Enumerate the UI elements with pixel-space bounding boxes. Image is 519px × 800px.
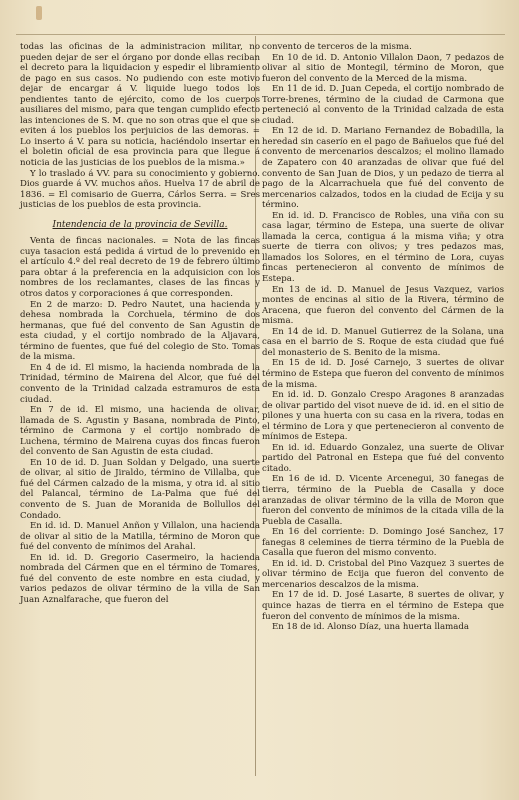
paragraph: convento de terceros de la misma. [262, 42, 412, 52]
right-column [262, 42, 504, 633]
paragraph: En 16 de id. D. Vicente Arcenegui, 30 fanegas de tierra, término de la Puebla de Casalla y doce aranzadas de olivar término de la villa de Moron que fueron del convento de mínimos de la citada villa de la Puebla de Casalla. [262, 474, 504, 527]
paragraph: En 17 de id. D. José Lasarte, 8 suertes de olivar, y quince hazas de tierra en el término de Estepa que fueron del convento de mínimos de la misma. [262, 590, 504, 622]
paragraph: En 16 del corriente: D. Domingo José Sanchez, 17 fanegas 8 celemines de tierra término de la Puebla de Casalla que fueron del mismo convento. [262, 527, 504, 559]
paragraph: todas las oficinas de la administracion militar, no pueden dejar de ser el órgano por donde ellas reciban el decreto para la liquidacion y espedir el libramiento de pago en sus casos. No pudiendo con este motivo dejar de encargar á V. liquide luego todos los pendientes tanto de ejército, como de los cuerpos ausiliares del mismo, para que tengan cumplido efecto las intenciones de S. M. que no son otras que el que se eviten á los pueblos los perjuicios de las demoras. = Lo inserto á V. para su noticia, haciéndolo insertar en el boletin oficial de esa provincia para que llegue á noticia de las justicias de los pueblos de la misma.» [20, 42, 260, 169]
paragraph: En 18 de id. Alonso Díaz, una huerta llamada [272, 622, 469, 633]
paragraph: En 2 de marzo: D. Pedro Nautet, una hacienda y dehesa nombrada la Corchuela, término de dos hermanas, que fué del convento de San Agustin de esta ciudad, y el cortijo nombrado de la Aljavara, término de fuentes, que fué del colegio de Sto. Tomas de la misma. [20, 299, 260, 363]
paragraph: En id. id. D. Manuel Anñon y Villalon, una hacienda de olivar al sitio de la Matilla, término de Moron que fué del convento de mínimos del Arahal. [20, 521, 260, 553]
paragraph: En 10 de id. D. Juan Soldan y Delgado, una suerte de olivar, al sitio de Jiraldo, término de Villalba, que fué del Cármen calzado de la misma, y otra id. al sitio del Palancal, término de La-Palma que fué del convento de S. Juan de Moranida de Bollullos del Condado. [20, 457, 260, 521]
paragraph: En 4 de id. El mismo, la hacienda nombrada de la Trinidad, término de Mairena del Alcor, que fué del convento de la Trinidad calzada estramuros de esta ciudad. [20, 362, 260, 405]
paragraph: En 13 de id. D. Manuel de Jesus Vazquez, varios montes de encinas al sitio de la Rivera, término de Aracena, que fueron del convento del Cármen de la misma. [262, 284, 504, 327]
paragraph: Y lo traslado á VV. para su conocimiento y gobierno. Dios guarde á VV. muchos años. Huelva 17 de abril de 1836. = El comisario de Guerra, Cárlos Serra. = Sres justicias de los pueblos de esta provincia. [20, 168, 260, 211]
paragraph: Venta de fincas nacionales. = Nota de las fincas cuya tasacion está pedida á virtud de lo prevenido en el artículo 4.º del real decreto de 19 de febrero último para obtar á la preferencia en la adquisicion con los nombres de los reclamantes, clases de las fincas y otros datos y corporaciones á que corresponden. [20, 236, 260, 300]
top-rule [16, 34, 505, 35]
paragraph: En id. id. D. Francisco de Robles, una viña con su casa lagar, término de Estepa, una suerte de olivar llamada la cerca, contigua á la misma viña; y otra suerte de tierra con olivos; y tres pedazos mas, llamados los Solores, en el término de Lora, cuyas fincas pertenecieron al convento de mínimos de Estepa. [262, 210, 504, 285]
paragraph: En id. id. D. Gonzalo Crespo Aragones 8 aranzadas de olivar partido del visot nueve de id. id. en el sitio de pilones y una huerta con su casa en la rivera, todas en el término de Lora y que pertenecieron al convento de mínimos de Estepa. [262, 390, 504, 443]
section-title: Intendencia de la provincia de Sevilla. [52, 219, 228, 230]
paragraph: En 15 de id. D. José Carnejo, 3 suertes de olivar término de Estepa que fueron del convento de mínimos de la misma. [262, 358, 504, 390]
page-stain [36, 6, 42, 20]
paragraph: En 7 de id. El mismo, una hacienda de olivar, llamada de S. Agustin y Basana, nombrada de Pinto, término de Carmona y el cortijo nombrado de Luchena, término de Mairena cuyas dos fincas fueron del convento de San Agustin de esta ciudad. [20, 405, 260, 458]
paragraph: En id. id. D. Cristobal del Pino Vazquez 3 suertes de olivar término de Ecija que fueron del convento de mercenarios descalzos de la misma. [262, 558, 504, 590]
paragraph: En 12 de id. D. Mariano Fernandez de Bobadilla, la heredad sin caserío en el pago de Bañuelos que fué del convento de mercenarios descalzos; el molino llamado de Zapatero con 40 aranzadas de olivar que fué del convento de San Juan de Dios, y un pedazo de tierra al pago de la Alcarrachuela que fué del convento de mercenarios calzados, todos en la ciudad de Ecija y su término. [262, 126, 504, 211]
left-column [20, 42, 260, 605]
paragraph: En 10 de id. D. Antonio Villalon Daon, 7 pedazos de olivar al sitio de Montegil, término de Moron, que fueron del convento de la Merced de la misma. [262, 52, 504, 84]
paragraph: En id. id. D. Gregorio Casermeiro, la hacienda nombrada del Cármen que en el término de Tomares, fué del convento de este nombre en esta ciudad, y varios pedazos de olivar término de la villa de San Juan Aznalfarache, que fueron del [20, 552, 260, 605]
paragraph: En id. id. Eduardo Gonzalez, una suerte de Olivar partido del Patronal en Estepa que fué del convento citado. [262, 442, 504, 474]
paragraph: En 11 de id. D. Juan Cepeda, el cortijo nombrado de Torre-brenes, término de la ciudad de Carmona que perteneció al convento de la Trinidad calzada de esta ciudad. [262, 84, 504, 126]
paragraph: En 14 de id. D. Manuel Gutierrez de la Solana, una casa en el barrio de S. Roque de esta ciudad que fué del monasterio de S. Benito de la misma. [262, 326, 504, 358]
